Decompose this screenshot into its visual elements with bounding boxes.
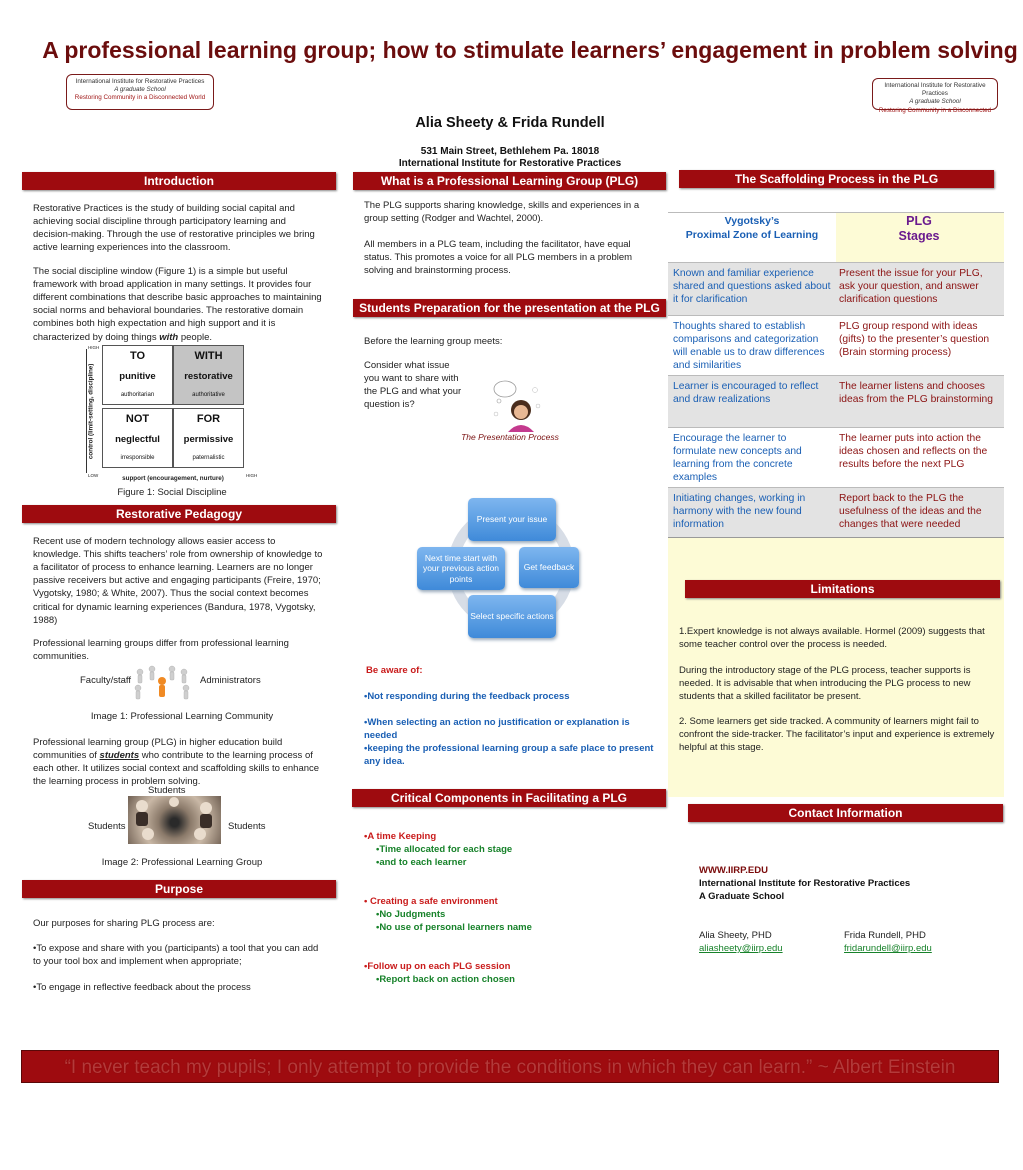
- contact-name: Alia Sheety, PHD: [699, 930, 772, 941]
- logo-line2: A graduate School: [114, 86, 166, 94]
- critical-subitem: •Report back on action chosen: [376, 974, 515, 985]
- quadrant-top: WITH: [194, 350, 223, 362]
- quadrant-not: [102, 408, 173, 468]
- contact-header: Contact Information: [688, 804, 1003, 822]
- critical-subitem: •No Judgments: [376, 909, 446, 920]
- cycle-step: Present your issue: [468, 498, 556, 541]
- quadrant-with: [173, 345, 244, 405]
- limitations-paragraph: 1.Expert knowledge is not always available. Hormel (2009) suggests that some teacher control over the process is needed.: [679, 626, 985, 651]
- address-line: 531 Main Street, Bethlehem Pa. 18018: [420, 146, 600, 157]
- row-right: The learner puts into action the ideas chosen and reflects on the results before the next PLG: [839, 433, 988, 471]
- limitations-header: Limitations: [685, 580, 1000, 598]
- authors: Alia Sheety & Frida Rundell: [415, 115, 605, 131]
- y-axis-label: control (limit-setting, discipline): [87, 363, 95, 460]
- prep-paragraph: Consider what issue you want to share with the PLG and what your question is?: [364, 360, 462, 411]
- plg-paragraph: All members in a PLG team, including the facilitator, have equal status. This promotes a voice for all PLG members in a problem solving and brainstorming process.: [364, 239, 633, 277]
- quadrant-mid: neglectful: [115, 434, 160, 446]
- thinking-girl-image: [488, 378, 544, 432]
- quadrant-mid: restorative: [184, 371, 233, 383]
- introduction-header: Introduction: [22, 172, 336, 190]
- row-left: Thoughts shared to establish comparisons and categorization will enable us to draw differences and similarities: [673, 321, 825, 372]
- row-right: Present the issue for your PLG, ask your question, and answer clarification questions: [839, 268, 983, 306]
- limitations-paragraph: During the introductory stage of the PLG process, teacher supports is needed. It is advisable that when introducing the PLG process to new students that a skilled facilitator be present.: [679, 665, 971, 703]
- table-row: [668, 487, 1004, 538]
- label-students-top: Students: [148, 785, 186, 796]
- cycle-step: Get feedback: [519, 547, 579, 588]
- quadrant-top: TO: [129, 350, 146, 362]
- purpose-paragraph: •To expose and share with you (participants) a tool that you can add to your tool box and implement when appropriate;: [33, 943, 319, 968]
- presentation-cycle-diagram: [415, 496, 581, 640]
- pedagogy-paragraph: [33, 736, 325, 788]
- contact-org: International Institute for Restorative Practices: [699, 878, 911, 889]
- label-administrators: Administrators: [200, 675, 261, 686]
- aware-item: •When selecting an action no justification or explanation is needed: [364, 717, 630, 742]
- critical-subitem: •and to each learner: [376, 857, 467, 868]
- table-row: [668, 427, 1004, 487]
- label-students-left: Students: [88, 821, 126, 832]
- logo-left: [66, 74, 214, 110]
- einstein-quote-banner: “I never teach my pupils; I only attempt to provide the conditions in which they can learn.” ~ Albert Einstein: [21, 1050, 999, 1083]
- intro-emphasis: with: [159, 331, 179, 343]
- quadrant-mid: punitive: [119, 371, 156, 383]
- plg-paragraph: The PLG supports sharing knowledge, skills and experiences in a group setting (Rodger and Wachtel, 2000).: [364, 200, 640, 225]
- critical-subitem: •No use of personal learners name: [376, 922, 532, 933]
- x-axis-high: HIGH: [246, 473, 258, 478]
- aware-item: •Not responding during the feedback process: [364, 691, 570, 702]
- plg-text: Professional learning group (PLG) in higher education build communities of: [33, 737, 283, 762]
- what-is-plg-header: What is a Professional Learning Group (PLG): [353, 172, 666, 190]
- students-preparation-header: Students Preparation for the presentation at the PLG: [353, 299, 666, 317]
- logo-right: [872, 78, 998, 114]
- x-axis-label: support (encouragement, nurture): [122, 475, 224, 482]
- row-right: PLG group respond with ideas (gifts) to the presenter’s question (Brain storming process): [839, 321, 990, 359]
- critical-item-title: • Creating a safe environment: [364, 896, 498, 907]
- students-emphasis: students: [99, 750, 140, 762]
- address-line: International Institute for Restorative Practices: [398, 158, 622, 169]
- row-left: Learner is encouraged to reflect and draw realizations: [673, 381, 819, 406]
- intro-paragraph: Restorative Practices is the study of building social capital and achieving social discipline through participatory learning and decision-making. Through the use of restorative principles we bring active learning experiences into the classroom.: [33, 203, 315, 254]
- row-left: Known and familiar experience shared and questions asked about it for clarification: [673, 268, 831, 306]
- quadrant-top: FOR: [196, 413, 221, 425]
- quadrant-sub: authoritarian: [120, 392, 155, 399]
- contact-email-link[interactable]: aliasheety@iirp.edu: [699, 943, 783, 954]
- quadrant-top: NOT: [125, 413, 150, 425]
- y-axis-high: HIGH: [88, 345, 100, 350]
- restorative-pedagogy-header: Restorative Pedagogy: [22, 505, 336, 523]
- cycle-step: Select specific actions: [468, 595, 556, 638]
- scaffolding-header: The Scaffolding Process in the PLG: [679, 170, 994, 188]
- poster-title: A professional learning group; how to stimulate learners’ engagement in problem solving: [42, 37, 1018, 63]
- logo-line3: Restoring Community in a Disconnected World: [74, 94, 206, 102]
- label-students-right: Students: [228, 821, 266, 832]
- contact-website[interactable]: WWW.IIRP.EDU: [699, 865, 768, 876]
- row-right: Report back to the PLG the usefulness of the ideas and the changes that were needed: [839, 493, 982, 531]
- quadrant-to: [102, 345, 173, 405]
- cycle-step: Next time start with your previous action points: [417, 547, 505, 590]
- axis-low: LOW: [88, 473, 99, 478]
- contact-email-link[interactable]: fridarundell@iirp.edu: [844, 943, 932, 954]
- logo-line1: International Institute for Restorative Practices: [75, 78, 205, 85]
- image-caption: Image 1: Professional Learning Community: [90, 711, 274, 722]
- aware-item: •keeping the professional learning group a safe place to present any idea.: [364, 743, 654, 768]
- aware-title: Be aware of:: [366, 665, 423, 676]
- logo-line1: International Institute for Restorative Practices: [884, 82, 986, 98]
- quadrant-mid: permissive: [183, 434, 234, 446]
- purpose-header: Purpose: [22, 880, 336, 898]
- scaffolding-table: [668, 212, 1004, 797]
- logo-line3: Restoring Community in a Disconnected: [878, 106, 992, 114]
- critical-item-title: •A time Keeping: [364, 831, 437, 842]
- presentation-caption: The Presentation Process: [461, 432, 559, 442]
- prep-paragraph: Before the learning group meets:: [364, 336, 503, 347]
- table-row: [668, 262, 1004, 315]
- quadrant-sub: paternalistic: [192, 455, 225, 462]
- row-right: The learner listens and chooses ideas from the PLG brainstorming: [839, 381, 993, 406]
- purpose-paragraph: Our purposes for sharing PLG process are:: [33, 918, 215, 929]
- figure-caption: Figure 1: Social Discipline: [117, 487, 227, 498]
- social-discipline-figure: [86, 345, 262, 485]
- logo-line2: A graduate School: [909, 98, 961, 106]
- pedagogy-paragraph: Recent use of modern technology allows easier access to knowledge. This shifts teachers’ role from ownership of knowledge to a facilitator of process to enhance learning. Learners are no longer passive receivers but active and engaging participants (Freire, 1970; Vygotsky, 1980; & White, 2007). Thus the social context becomes critical for dynamic learning experiences (Bandura, 1978, Vygotsky, 1988): [33, 536, 323, 626]
- purpose-paragraph: •To engage in reflective feedback about the process: [33, 982, 251, 993]
- intro-text-end: people.: [180, 331, 213, 343]
- table-row: [668, 315, 1004, 375]
- table-row: [668, 375, 1004, 427]
- plg-text-end: who contribute to the learning process of each other. It utilizes social context and scaffolding skills to enhance the learning process in problem solving.: [33, 750, 320, 788]
- table-top-rule: [668, 212, 1004, 213]
- column-header-plg-stages: PLG Stages: [898, 214, 940, 243]
- image-caption: Image 2: Professional Learning Group: [101, 857, 263, 868]
- quadrant-sub: authoritative: [192, 392, 225, 399]
- row-left: Encourage the learner to formulate new concepts and learning from the concrete examples: [673, 433, 802, 484]
- critical-components-header: Critical Components in Facilitating a PLG: [352, 789, 666, 807]
- pedagogy-paragraph: Professional learning groups differ from professional learning communities.: [33, 638, 289, 663]
- contact-school: A Graduate School: [699, 891, 785, 902]
- quadrant-sub: irresponsible: [120, 455, 155, 462]
- quadrant-for: [173, 408, 244, 468]
- label-faculty: Faculty/staff: [80, 675, 132, 686]
- contact-name: Frida Rundell, PHD: [844, 930, 926, 941]
- intro-text: The social discipline window (Figure 1) is a simple but useful framework with broad application in many settings. It provides four different combinations that describe basic approaches to maintaining social norms and behavioral boundaries. The restorative domain combines both high expectation and high support and it is characterized by doing things: [33, 266, 322, 343]
- limitations-paragraph: 2. Some learners get side tracked. A community of learners might fail to confront the side-tracker. The facilitator’s input and experience is extremely helpful at this stage.: [679, 716, 995, 754]
- students-photo: [128, 796, 221, 844]
- column-header-vygotsky: Vygotsky’s Proximal Zone of Learning: [685, 215, 819, 242]
- critical-subitem: •Time allocated for each stage: [376, 844, 513, 855]
- row-left: Initiating changes, working in harmony with the new found information: [673, 493, 806, 531]
- community-people-image: [130, 664, 194, 704]
- critical-item-title: •Follow up on each PLG session: [364, 961, 511, 972]
- intro-paragraph: [33, 265, 325, 344]
